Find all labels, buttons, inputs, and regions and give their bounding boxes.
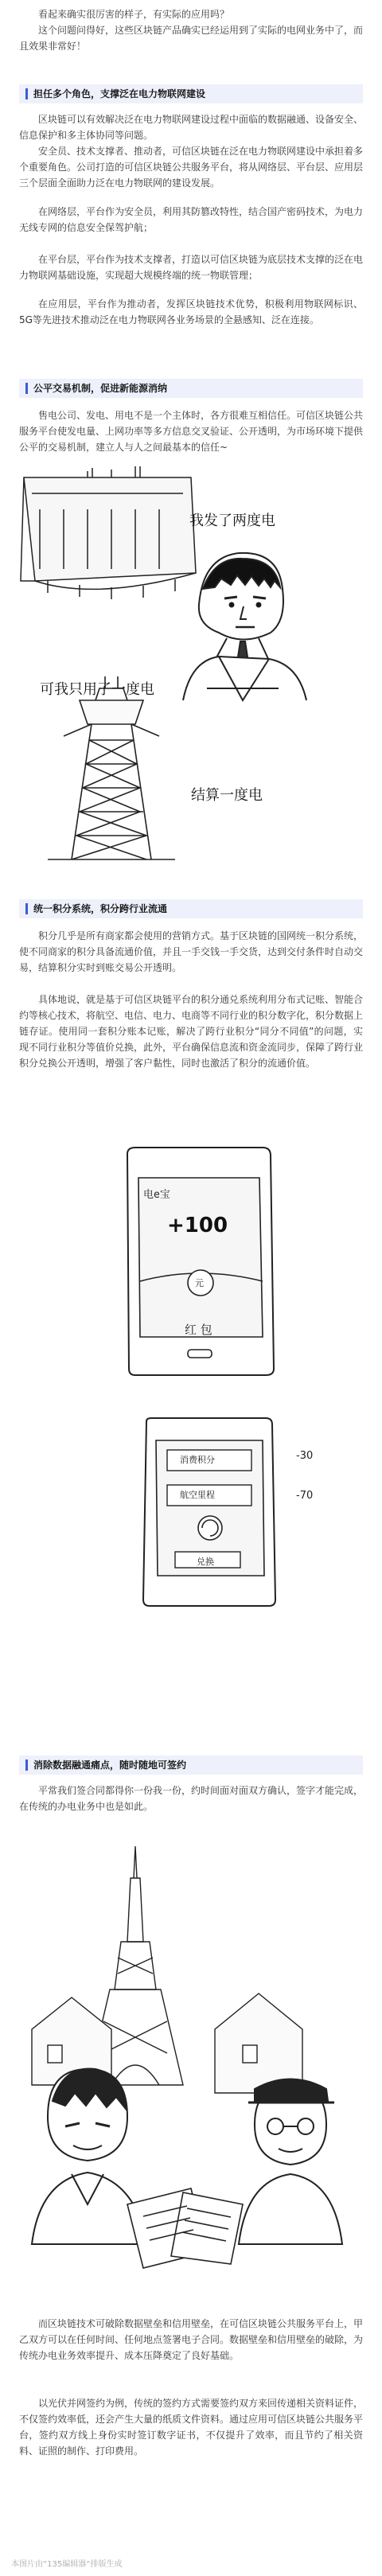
caption-generated: 我发了两度电 (189, 512, 275, 529)
deduct-points: -30 (296, 1450, 314, 1462)
intro-answer: 这个问题问得好，这些区块链产品确实已经运用到了实际的电网业务中了，而且效果非常好！ (19, 25, 364, 52)
section-1-paragraph: 在应用层，平台作为推动者，发挥区块链技术优势，积极利用物联网标识、5G等先进技术推动泛在电力物联网各业务场景的全悬感知、泛在连接。 (19, 298, 363, 325)
section-4-paragraph: 以光伏并网签约为例，传统的签约方式需要签约双方来回传递相关资料证件，不仅签约效率低，还会产生大量的纸质文件资料。通过应用可信区块链公共服务平台，签约双方线上身份实时签订数字证书，不仅提升了效率，而且节约了相关资料、证照的制作、打印费用。 (19, 2398, 364, 2457)
section-1-header (19, 84, 363, 103)
section-2-paragraph: 售电公司、发电、用电不是一个主体时，各方很难互相信任。可信区块链公共服务平台使发电量、上网功率等多方信息交叉验证、公开透明，为市场环境下提供公平的交易机制，建立人与人之间最基本的信任~ (19, 410, 364, 453)
section-1-paragraph: 区块链可以有效解决泛在电力物联网建设过程中面临的数据融通、设备安全、信息保护和多主体协同等问题。 (19, 114, 364, 141)
caption-consumed: 可我只用了一度电 (40, 681, 154, 698)
editor-footer: 本图片由“135编辑器”排版生成 (11, 2560, 123, 2569)
section-4-paragraph: 平常我们签合同都得你一份我一份，约时间面对面双方确认，签字才能完成，在传统的办电业务中也是如此。 (19, 1785, 364, 1812)
section-1-title: 担任多个角色，支撑泛在电力物联网建设 (33, 88, 206, 99)
consumer-man-drawing (183, 553, 306, 700)
phone2-row2: 航空里程 (180, 1490, 215, 1500)
signer-left-drawing (32, 2069, 147, 2245)
section-3-header (19, 899, 363, 918)
section-4-title: 消除数据融通痛点，随时随地可签约 (33, 1760, 187, 1771)
section-1-paragraph: 在平台层，平台作为技术支撑者，打造以可信区块链为底层技术支撑的泛在电力物联网基础设施，实现超大规模终端的统一物联管理； (19, 254, 364, 281)
dam-drawing (21, 466, 196, 599)
phone-exchange-drawing (135, 1417, 279, 1608)
contract-papers-drawing (127, 2188, 243, 2268)
signer-right-drawing (239, 2079, 342, 2245)
section-1-paragraph: 在网络层，平台作为安全员，利用其防篡改特性，结合国产密码技术，为电力无线专网的信息安全保驾护航； (19, 206, 364, 233)
section-4-header (19, 1756, 363, 1775)
section-3-title: 统一积分系统，积分跨行业流通 (33, 903, 168, 914)
section-2-header (19, 379, 363, 398)
header-accent-bar (25, 383, 28, 394)
phone-red-packet-drawing (111, 1146, 286, 1377)
phone1-header-label: 电e宝 (143, 1189, 170, 1201)
section-1-paragraph: 安全员、技术支撑者、推动者，可信区块链在泛在电力物联网建设中承担着多个重要角色。公司打造的可信区块链公共服务平台，将从网络层、平台层、应用层三个层面全面助力泛在电力物联网的建设发展。 (19, 146, 364, 189)
section-2-title: 公平交易机制，促进新能源消纳 (33, 383, 168, 394)
header-accent-bar (25, 88, 28, 99)
phone1-coin: 元 (195, 1278, 204, 1288)
meter-tower-drawing (48, 676, 175, 859)
phone1-footer: 红 包 (185, 1323, 212, 1337)
header-accent-bar (25, 903, 28, 914)
section-3-paragraph: 积分几乎是所有商家都会使用的营销方式。基于区块链的国网统一积分系统，使不同商家的积分具备流通价值，并且一手交钱一手交货，达到交付条件时自动交易，结算积分实时到账交易公开透明。 (19, 930, 364, 973)
phone2-row1: 消费积分 (180, 1455, 215, 1465)
intro-question: 看起来确实很厉害的样子，有实际的应用吗？ (38, 9, 230, 20)
header-accent-bar (25, 1760, 28, 1771)
section-3-paragraph: 具体地说，就是基于可信区块链平台的积分通兑系统利用分布式记账、智能合约等核心技术，将航空、电信、电力、电商等不同行业的积分数字化，积分数据上链存证。使用同一套积分账本记账，解决了跨行业积分“同分不同值”的问题，实现不同行业积分等值价兑换，此外，平台确保信息流和资金流同步，保障了跨行业积分兑换公开透明，增强了客户黏性，同时也激活了积分的流通价值。 (19, 994, 364, 1069)
section-4-paragraph: 而区块链技术可破除数据壁垒和信用壁垒，在可信区块链公共服务平台上，甲乙双方可以在任何时间、任何地点签署电子合同。数据壁垒和信用壁垒的破除，为传统办电业务效率提升、成本压降奠定了良好基础。 (19, 2318, 364, 2361)
deduct-miles: -70 (296, 1490, 314, 1502)
phone2-button: 兑换 (197, 1557, 214, 1567)
caption-settled: 结算一度电 (191, 787, 263, 804)
phone1-amount: +100 (167, 1214, 228, 1237)
contract-signing-illustration (16, 1830, 366, 2276)
